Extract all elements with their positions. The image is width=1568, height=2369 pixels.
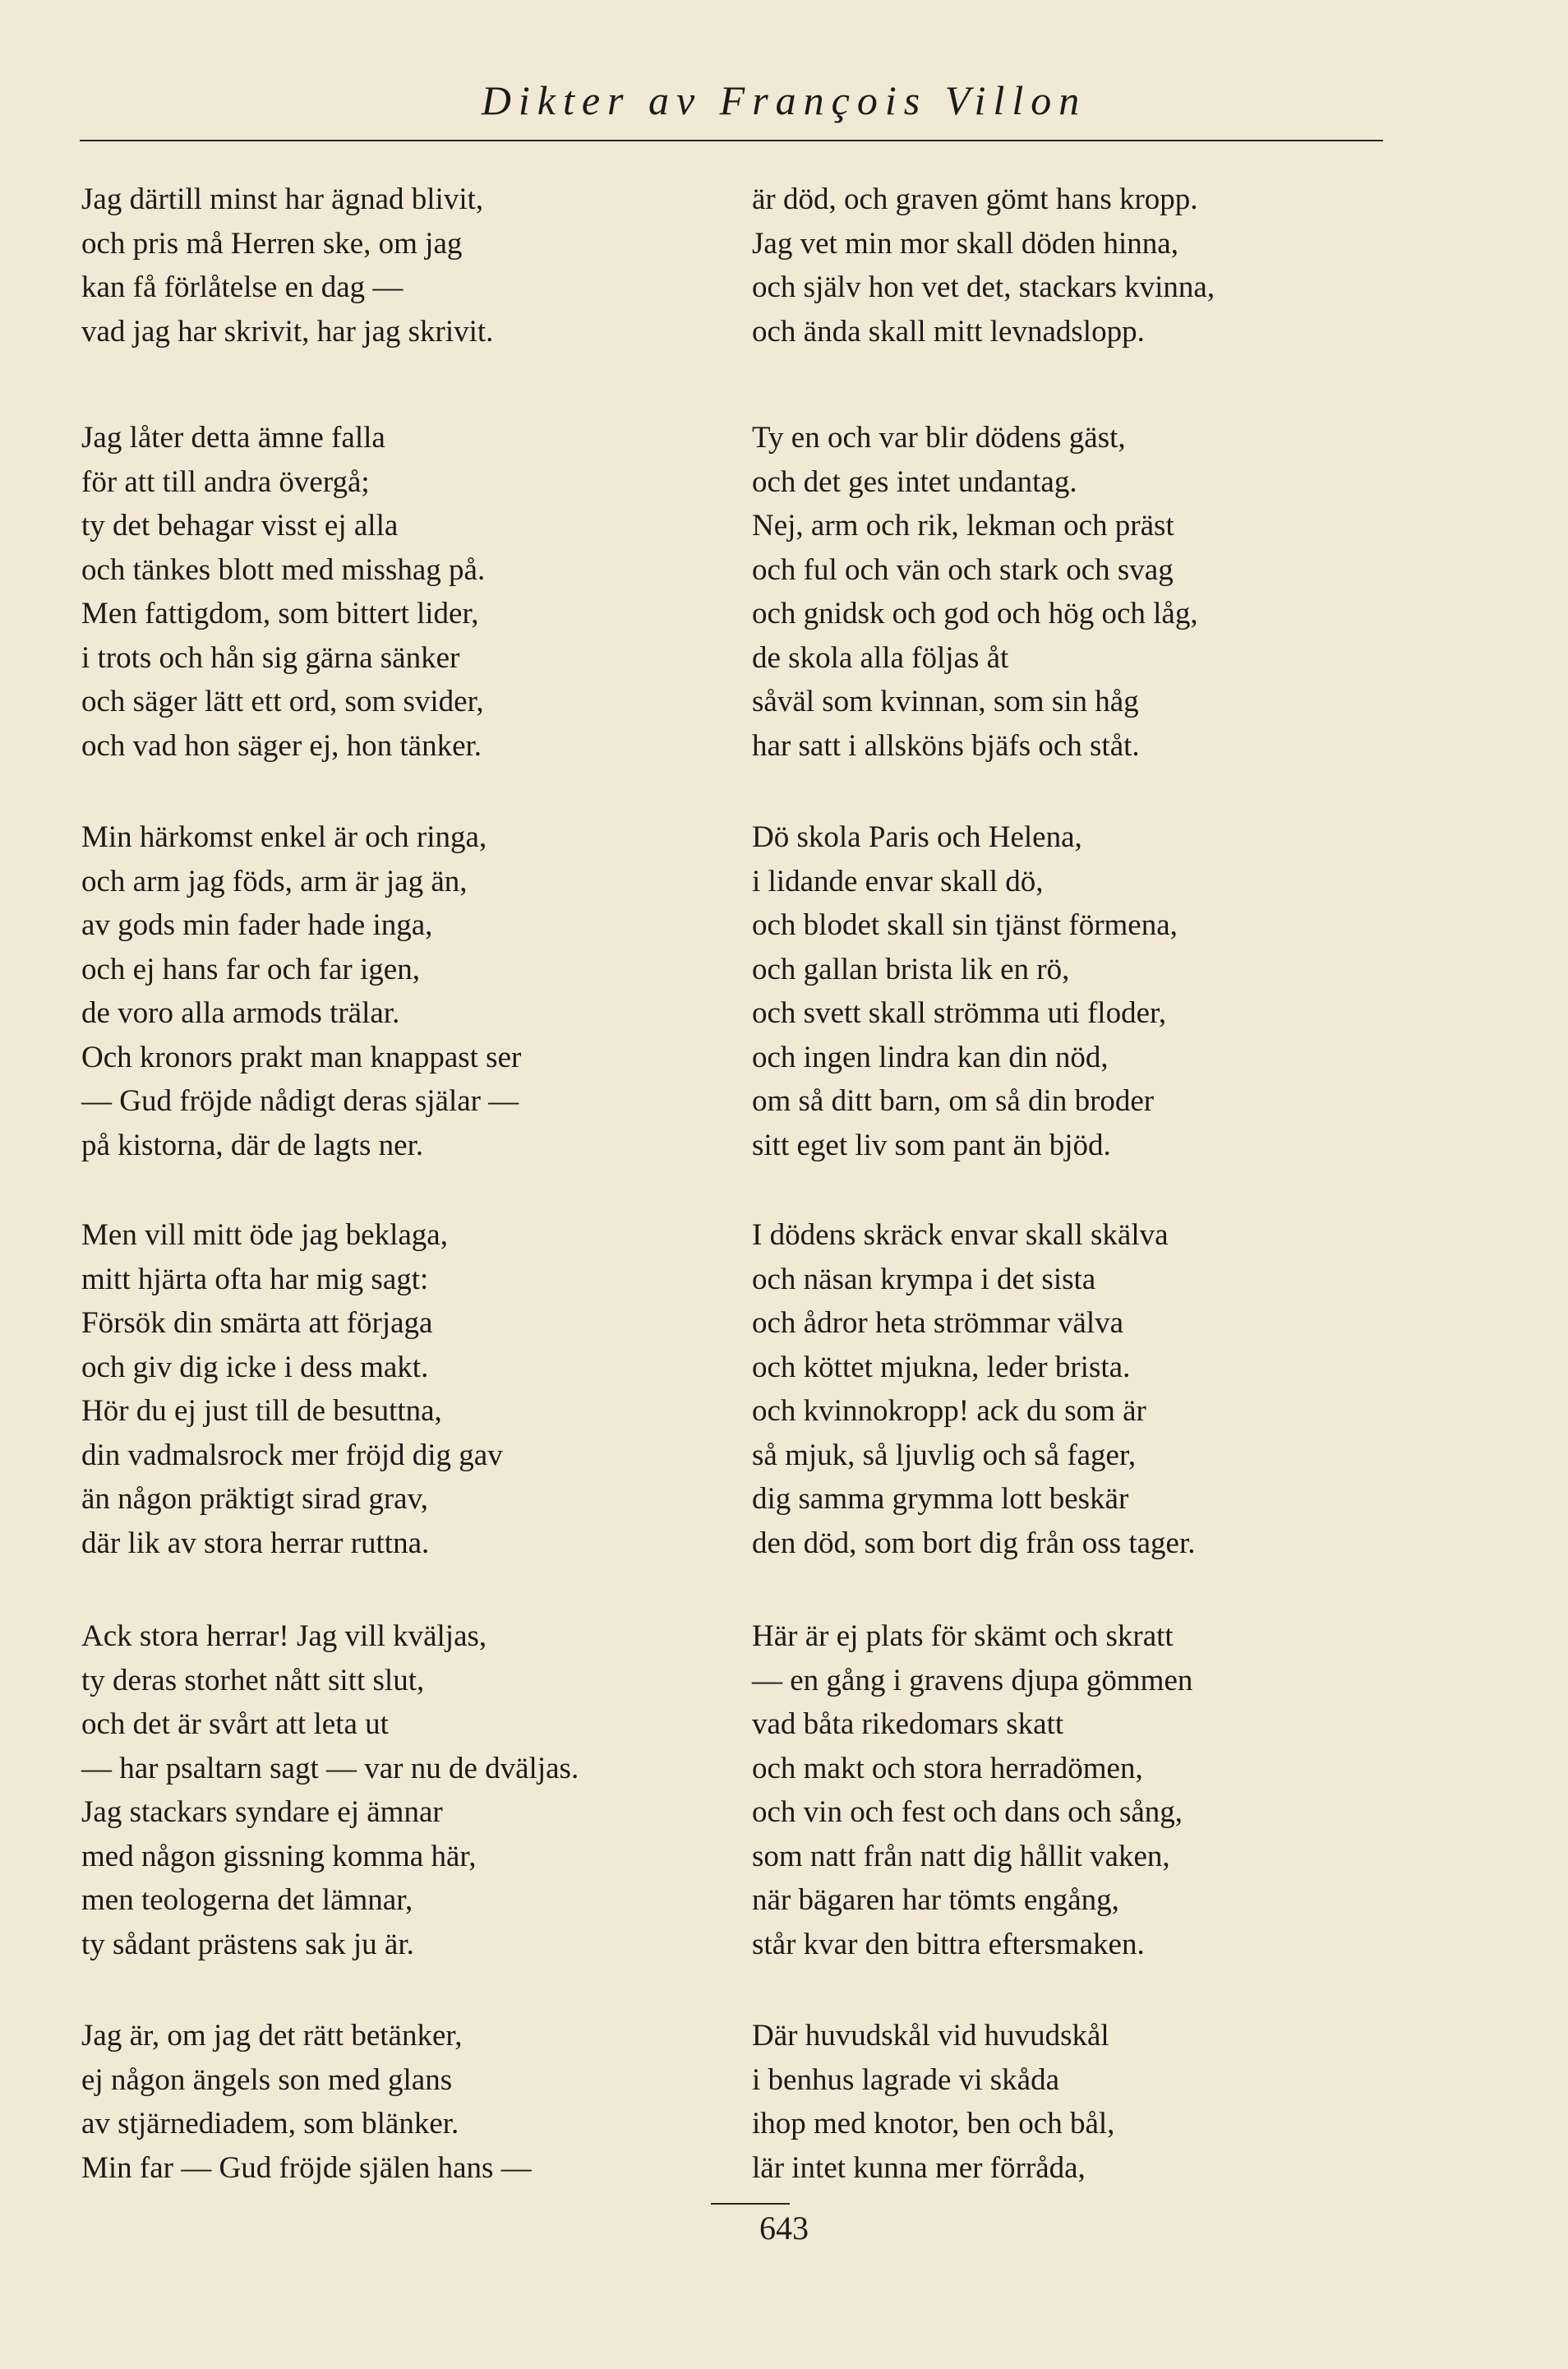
poem-line: och vin och fest och dans och sång, bbox=[752, 1795, 1183, 1829]
stanza bbox=[81, 815, 739, 1167]
poem-line: Ty en och var blir dödens gäst, bbox=[752, 421, 1126, 455]
poem-line: och blodet skall sin tjänst förmena, bbox=[752, 908, 1178, 942]
stanza bbox=[81, 416, 739, 768]
poem-line: Jag vet min mor skall döden hinna, bbox=[752, 226, 1178, 261]
poem-line: Jag därtill minst har ägnad blivit, bbox=[81, 182, 484, 216]
page-number: 643 bbox=[759, 2210, 809, 2247]
poem-line: din vadmalsrock mer fröjd dig gav bbox=[81, 1438, 503, 1472]
poem-line: — en gång i gravens djupa gömmen bbox=[752, 1663, 1193, 1697]
poem-line: ty sådant prästens sak ju är. bbox=[81, 1927, 414, 1961]
poem-line: och vad hon säger ej, hon tänker. bbox=[81, 728, 482, 763]
poem-line: och svett skall strömma uti floder, bbox=[752, 996, 1167, 1030]
poem-line: av stjärnediadem, som blänker. bbox=[81, 2107, 459, 2140]
poem-line: står kvar den bittra eftersmaken. bbox=[752, 1927, 1145, 1961]
poem-line: så mjuk, så ljuvlig och så fager, bbox=[752, 1438, 1137, 1472]
poem-line: mitt hjärta ofta har mig sagt: bbox=[81, 1262, 429, 1296]
poem-line: Här är ej plats för skämt och skratt bbox=[752, 1619, 1174, 1653]
poem-line: och ända skall mitt levnadslopp. bbox=[752, 314, 1145, 349]
page-number-rule bbox=[711, 2203, 790, 2205]
poem-line: och köttet mjukna, leder brista. bbox=[752, 1350, 1131, 1384]
poem-line: om så ditt barn, om så din broder bbox=[752, 1084, 1155, 1118]
poem-line: och gallan brista lik en rö, bbox=[752, 952, 1070, 986]
poem-line: av gods min fader hade inga, bbox=[81, 908, 433, 942]
poem-line: de voro alla armods trälar. bbox=[81, 996, 400, 1030]
poem-line: i benhus lagrade vi skåda bbox=[752, 2062, 1059, 2097]
poem-line: och ingen lindra kan din nöd, bbox=[752, 1040, 1109, 1074]
poem-line: Men fattigdom, som bittert lider, bbox=[81, 597, 479, 630]
poem-line: Och kronors prakt man knappast ser bbox=[81, 1040, 522, 1074]
poem-line: och pris må Herren ske, om jag bbox=[81, 226, 463, 261]
stanza bbox=[752, 1614, 1409, 1966]
poem-line: dig samma grymma lott beskär bbox=[752, 1482, 1129, 1516]
poem-line: ihop med knotor, ben och bål, bbox=[752, 2107, 1115, 2140]
poem-line: när bägaren har tömts engång, bbox=[752, 1883, 1119, 1917]
poem-line: ty deras storhet nått sitt slut, bbox=[81, 1663, 425, 1697]
poem-line: — Gud fröjde nådigt deras själar — bbox=[81, 1084, 519, 1118]
poem-line: och ful och vän och stark och svag bbox=[752, 552, 1174, 587]
poem-line: och arm jag föds, arm är jag än, bbox=[81, 864, 468, 898]
poem-line: i trots och hån sig gärna sänker bbox=[81, 640, 460, 675]
poem-line: de skola alla följas åt bbox=[752, 640, 1009, 675]
poem-line: är död, och graven gömt hans kropp. bbox=[752, 182, 1198, 216]
poem-line: Jag låter detta ämne falla bbox=[81, 421, 385, 455]
header-rule bbox=[80, 140, 1383, 141]
poem-line: — har psaltarn sagt — var nu de dväljas. bbox=[81, 1751, 579, 1785]
poem-line: Ack stora herrar! Jag vill kväljas, bbox=[81, 1619, 487, 1653]
poem-line: och makt och stora herradömen, bbox=[752, 1751, 1143, 1785]
poem-line: Försök din smärta att förjaga bbox=[81, 1306, 433, 1340]
stanza bbox=[81, 1614, 739, 1966]
poem-line: i lidande envar skall dö, bbox=[752, 864, 1044, 898]
page-title: Dikter av François Villon bbox=[481, 77, 1087, 123]
stanza bbox=[81, 178, 739, 353]
poem-line: på kistorna, där de lagts ner. bbox=[81, 1128, 424, 1162]
poem-line: och gnidsk och god och hög och låg, bbox=[752, 597, 1198, 630]
stanza bbox=[81, 1213, 739, 1565]
poem-line: den död, som bort dig från oss tager. bbox=[752, 1526, 1196, 1560]
poem-line: Jag är, om jag det rätt betänker, bbox=[81, 2019, 463, 2053]
poem-line: har satt i allsköns bjäfs och ståt. bbox=[752, 728, 1140, 763]
stanza bbox=[752, 815, 1409, 1167]
stanza bbox=[752, 1213, 1409, 1565]
poem-line: kan få förlåtelse en dag — bbox=[81, 270, 404, 304]
poem-line: såväl som kvinnan, som sin håg bbox=[752, 685, 1139, 718]
poem-line: och näsan krympa i det sista bbox=[752, 1262, 1096, 1296]
poem-line: för att till andra övergå; bbox=[81, 464, 370, 499]
poem-line: som natt från natt dig hållit vaken, bbox=[752, 1839, 1170, 1873]
poem-line: än någon präktigt sirad grav, bbox=[81, 1482, 428, 1516]
poem-line: Men vill mitt öde jag beklaga, bbox=[81, 1218, 448, 1252]
stanza bbox=[752, 2014, 1409, 2190]
poem-line: I dödens skräck envar skall skälva bbox=[752, 1218, 1169, 1252]
poem-line: vad båta rikedomars skatt bbox=[752, 1707, 1064, 1741]
poem-line: men teologerna det lämnar, bbox=[81, 1883, 413, 1917]
poem-line: och det ges intet undantag. bbox=[752, 464, 1077, 499]
poem-line: vad jag har skrivit, har jag skrivit. bbox=[81, 314, 494, 349]
poem-line: sitt eget liv som pant än bjöd. bbox=[752, 1128, 1111, 1162]
poem-line: och tänkes blott med misshag på. bbox=[81, 552, 486, 587]
stanza bbox=[752, 178, 1409, 353]
poem-line: Där huvudskål vid huvudskål bbox=[752, 2019, 1109, 2053]
poem-line: och själv hon vet det, stackars kvinna, bbox=[752, 270, 1215, 304]
stanza bbox=[752, 416, 1409, 768]
poem-line: och kvinnokropp! ack du som är bbox=[752, 1394, 1146, 1428]
poem-line: med någon gissning komma här, bbox=[81, 1839, 477, 1873]
stanza bbox=[81, 2014, 739, 2190]
poem-line: Jag stackars syndare ej ämnar bbox=[81, 1795, 443, 1829]
poem-line: Nej, arm och rik, lekman och präst bbox=[752, 509, 1174, 543]
poem-line: Dö skola Paris och Helena, bbox=[752, 820, 1082, 854]
poem-line: lär intet kunna mer förråda, bbox=[752, 2150, 1086, 2185]
poem-line: ty det behagar visst ej alla bbox=[81, 509, 399, 543]
poem-line: och säger lätt ett ord, som svider, bbox=[81, 685, 484, 718]
poem-line: och ådror heta strömmar välva bbox=[752, 1306, 1124, 1340]
poem-line: ej någon ängels son med glans bbox=[81, 2062, 453, 2097]
poem-line: och ej hans far och far igen, bbox=[81, 952, 420, 986]
poem-line: och giv dig icke i dess makt. bbox=[81, 1350, 429, 1384]
poem-line: Min härkomst enkel är och ringa, bbox=[81, 820, 487, 854]
poem-line: där lik av stora herrar ruttna. bbox=[81, 1526, 430, 1560]
poem-line: Min far — Gud fröjde själen hans — bbox=[81, 2150, 532, 2185]
poem-line: och det är svårt att leta ut bbox=[81, 1707, 389, 1741]
poem-line: Hör du ej just till de besuttna, bbox=[81, 1394, 442, 1428]
